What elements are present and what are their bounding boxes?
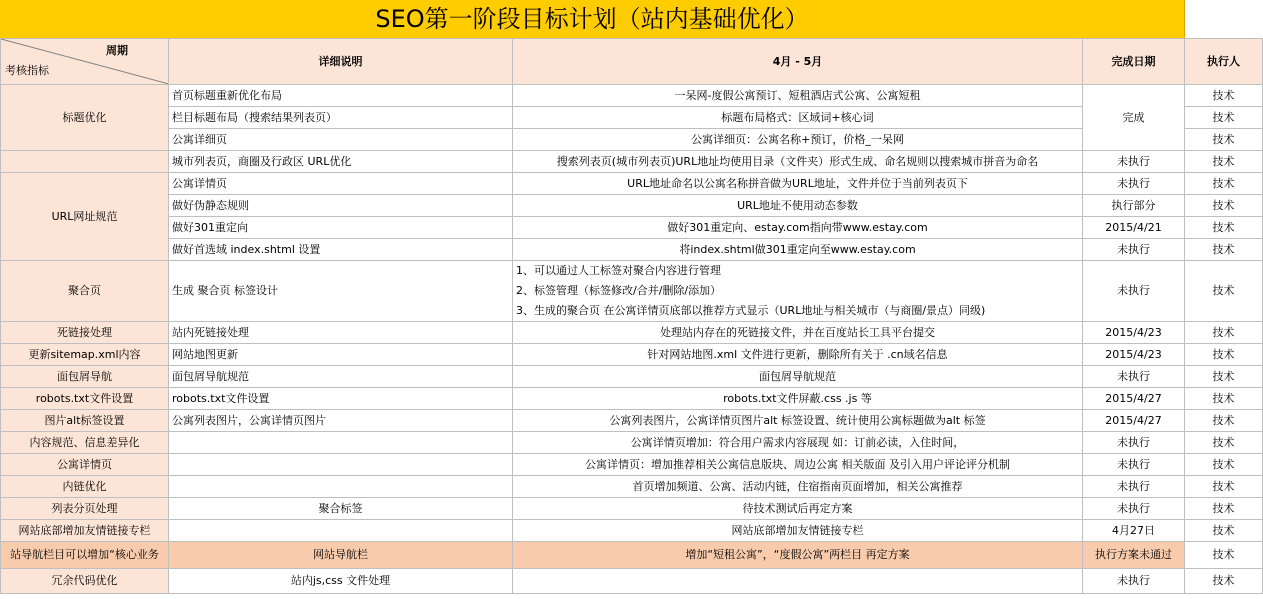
table-row — [1, 107, 1263, 129]
plan-cell[interactable]: 网站底部增加友情链接专栏 — [513, 520, 1083, 542]
plan-cell[interactable]: 公寓详情页：增加推荐相关公寓信息版块、周边公寓 相关版面 及引入用户评论评分机制 — [513, 454, 1083, 476]
date-cell[interactable]: 未执行 — [1083, 239, 1185, 261]
detail-cell[interactable]: robots.txt文件设置 — [169, 388, 513, 410]
date-cell[interactable]: 未执行 — [1083, 261, 1185, 322]
category-cell[interactable]: 站导航栏目可以增加“核心业务 — [1, 542, 169, 569]
date-cell[interactable]: 2015/4/23 — [1083, 344, 1185, 366]
detail-cell[interactable]: 站内js,css 文件处理 — [169, 569, 513, 594]
owner-cell[interactable]: 技术 — [1185, 217, 1263, 239]
detail-cell[interactable]: 城市列表页，商圈及行政区 URL优化 — [169, 151, 513, 173]
category-cell[interactable]: 标题优化 — [1, 85, 169, 151]
category-cell[interactable]: 内链优化 — [1, 476, 169, 498]
category-cell[interactable]: 冗余代码优化 — [1, 569, 169, 594]
plan-cell[interactable]: 搜索列表页(城市列表页)URL地址均使用目录（文件夹）形式生成、命名规则以搜索城市拼音为命名 — [513, 151, 1083, 173]
detail-cell[interactable]: 公寓列表图片，公寓详情页图片 — [169, 410, 513, 432]
table-row — [1, 498, 1263, 520]
plan-cell[interactable] — [513, 569, 1083, 594]
metric-header: 考核指标 — [5, 64, 49, 77]
owner-cell[interactable]: 技术 — [1185, 388, 1263, 410]
detail-cell[interactable]: 生成 聚合页 标签设计 — [169, 261, 513, 322]
detail-cell[interactable]: 公寓详情页 — [169, 173, 513, 195]
plan-cell[interactable]: 公寓详细页：公寓名称+预订，价格_一呆网 — [513, 129, 1083, 151]
table-row — [1, 322, 1263, 344]
header-row — [1, 39, 1263, 85]
detail-cell[interactable]: 做好301重定向 — [169, 217, 513, 239]
plan-cell[interactable]: URL地址不使用动态参数 — [513, 195, 1083, 217]
category-cell[interactable]: 更新sitemap.xml内容 — [1, 344, 169, 366]
date-cell[interactable]: 未执行 — [1083, 569, 1185, 594]
date-cell[interactable]: 2015/4/23 — [1083, 322, 1185, 344]
date-cell[interactable]: 未执行 — [1083, 454, 1185, 476]
plan-cell[interactable]: 待技术测试后再定方案 — [513, 498, 1083, 520]
date-cell[interactable]: 2015/4/27 — [1083, 410, 1185, 432]
owner-cell[interactable]: 技术 — [1185, 476, 1263, 498]
owner-cell[interactable]: 技术 — [1185, 195, 1263, 217]
date-cell[interactable]: 未执行 — [1083, 498, 1185, 520]
detail-cell[interactable]: 站内死链接处理 — [169, 322, 513, 344]
plan-cell[interactable] — [513, 261, 1083, 322]
detail-cell[interactable]: 做好首选域 index.shtml 设置 — [169, 239, 513, 261]
table-row — [1, 195, 1263, 217]
table-row — [1, 432, 1263, 454]
month-header: 4月 - 5月 — [513, 39, 1083, 85]
date-cell[interactable]: 未执行 — [1083, 476, 1185, 498]
plan-cell[interactable]: 将index.shtml做301重定向至www.estay.com — [513, 239, 1083, 261]
table-row — [1, 476, 1263, 498]
detail-cell[interactable] — [169, 432, 513, 454]
detail-cell[interactable]: 公寓详细页 — [169, 129, 513, 151]
table-row — [1, 239, 1263, 261]
date-cell[interactable]: 执行部分 — [1083, 195, 1185, 217]
owner-cell[interactable]: 技术 — [1185, 410, 1263, 432]
owner-header: 执行人 — [1185, 39, 1263, 85]
table-row — [1, 129, 1263, 151]
detail-cell[interactable]: 栏目标题布局（搜索结果列表页） — [169, 107, 513, 129]
table-row — [1, 366, 1263, 388]
table-row — [1, 344, 1263, 366]
plan-cell[interactable]: 公寓列表图片，公寓详情页图片alt 标签设置、统计使用公寓标题做为alt 标签 — [513, 410, 1083, 432]
detail-cell[interactable]: 网站地图更新 — [169, 344, 513, 366]
detail-cell[interactable]: 首页标题重新优化布局 — [169, 85, 513, 107]
date-cell[interactable]: 完成 — [1083, 85, 1185, 151]
detail-cell[interactable]: 面包屑导航规范 — [169, 366, 513, 388]
plan-cell[interactable]: 公寓详情页增加：符合用户需求内容展现 如：订前必读，入住时间， — [513, 432, 1083, 454]
table-row — [1, 261, 1263, 322]
corner-header-cell — [1, 39, 169, 85]
table-row — [1, 151, 1263, 173]
table-row — [1, 388, 1263, 410]
plan-cell[interactable]: 处理站内存在的死链接文件，并在百度站长工具平台提交 — [513, 322, 1083, 344]
detail-cell[interactable] — [169, 454, 513, 476]
owner-cell[interactable]: 技术 — [1185, 173, 1263, 195]
detail-cell[interactable] — [169, 520, 513, 542]
table-row — [1, 542, 1263, 569]
detail-cell[interactable] — [169, 476, 513, 498]
date-cell[interactable]: 4月27日 — [1083, 520, 1185, 542]
owner-cell[interactable]: 技术 — [1185, 498, 1263, 520]
date-cell[interactable]: 未执行 — [1083, 432, 1185, 454]
owner-cell[interactable]: 技术 — [1185, 344, 1263, 366]
done-date-header: 完成日期 — [1083, 39, 1185, 85]
category-cell[interactable] — [1, 151, 169, 173]
owner-cell[interactable]: 技术 — [1185, 569, 1263, 594]
owner-cell[interactable]: 技术 — [1185, 542, 1263, 569]
table-row — [1, 410, 1263, 432]
detail-cell[interactable]: 做好伪静态规则 — [169, 195, 513, 217]
plan-cell[interactable]: 首页增加频道、公寓、活动内链，住宿指南页面增加，相关公寓推荐 — [513, 476, 1083, 498]
period-header: 周期 — [106, 44, 128, 57]
category-cell[interactable]: 聚合页 — [1, 261, 169, 322]
plan-cell[interactable]: 标题布局格式：区域词+核心词 — [513, 107, 1083, 129]
table-row — [1, 217, 1263, 239]
sheet-title: SEO第一阶段目标计划（站内基础优化） — [375, 5, 809, 33]
date-cell[interactable]: 执行方案未通过 — [1083, 542, 1185, 569]
owner-cell[interactable]: 技术 — [1185, 85, 1263, 107]
category-cell[interactable]: 内容规范、信息差异化 — [1, 432, 169, 454]
title-bar — [0, 0, 1185, 38]
category-cell[interactable]: 列表分页处理 — [1, 498, 169, 520]
plan-cell[interactable]: 做好301重定向、estay.com指向带www.estay.com — [513, 217, 1083, 239]
category-cell[interactable]: 图片alt标签设置 — [1, 410, 169, 432]
table-row — [1, 520, 1263, 542]
owner-cell[interactable]: 技术 — [1185, 129, 1263, 151]
owner-cell[interactable]: 技术 — [1185, 520, 1263, 542]
plan-cell[interactable]: 增加“短租公寓”，“度假公寓”两栏目 再定方案 — [513, 542, 1083, 569]
detail-cell[interactable]: 网站导航栏 — [169, 542, 513, 569]
date-cell[interactable]: 未执行 — [1083, 173, 1185, 195]
owner-cell[interactable]: 技术 — [1185, 454, 1263, 476]
table-row — [1, 173, 1263, 195]
plan-cell[interactable]: robots.txt文件屏蔽.css .js 等 — [513, 388, 1083, 410]
category-cell[interactable]: 公寓详情页 — [1, 454, 169, 476]
plan-line: 1、可以通过人工标签对聚合内容进行管理 — [516, 264, 721, 277]
owner-cell[interactable]: 技术 — [1185, 432, 1263, 454]
plan-line: 3、生成的聚合页 在公寓详情页底部以推荐方式显示（URL地址与相关城市（与商圈/景点）同级) — [516, 304, 986, 317]
date-cell[interactable]: 未执行 — [1083, 366, 1185, 388]
date-cell[interactable]: 2015/4/21 — [1083, 217, 1185, 239]
plan-cell[interactable]: 面包屑导航规范 — [513, 366, 1083, 388]
table-row — [1, 569, 1263, 594]
category-cell[interactable]: URL网址规范 — [1, 173, 169, 261]
owner-cell[interactable]: 技术 — [1185, 151, 1263, 173]
category-cell[interactable]: 死链接处理 — [1, 322, 169, 344]
plan-cell[interactable]: 一呆网-度假公寓预订、短租酒店式公寓、公寓短租 — [513, 85, 1083, 107]
seo-plan-table — [0, 38, 1263, 594]
plan-line: 2、标签管理（标签修改/合并/删除/添加） — [516, 284, 722, 297]
owner-cell[interactable]: 技术 — [1185, 366, 1263, 388]
date-cell[interactable]: 2015/4/27 — [1083, 388, 1185, 410]
owner-cell[interactable]: 技术 — [1185, 322, 1263, 344]
detail-cell[interactable]: 聚合标签 — [169, 498, 513, 520]
owner-cell[interactable]: 技术 — [1185, 261, 1263, 322]
plan-cell[interactable]: URL地址命名以公寓名称拼音做为URL地址，文件并位于当前列表页下 — [513, 173, 1083, 195]
date-cell[interactable]: 未执行 — [1083, 151, 1185, 173]
table-row — [1, 85, 1263, 107]
category-cell[interactable]: robots.txt文件设置 — [1, 388, 169, 410]
category-cell[interactable]: 面包屑导航 — [1, 366, 169, 388]
owner-cell[interactable]: 技术 — [1185, 107, 1263, 129]
category-cell[interactable]: 网站底部增加友情链接专栏 — [1, 520, 169, 542]
detail-header: 详细说明 — [169, 39, 513, 85]
plan-cell[interactable]: 针对网站地图.xml 文件进行更新，删除所有关于 .cn域名信息 — [513, 344, 1083, 366]
table-row — [1, 454, 1263, 476]
owner-cell[interactable]: 技术 — [1185, 239, 1263, 261]
